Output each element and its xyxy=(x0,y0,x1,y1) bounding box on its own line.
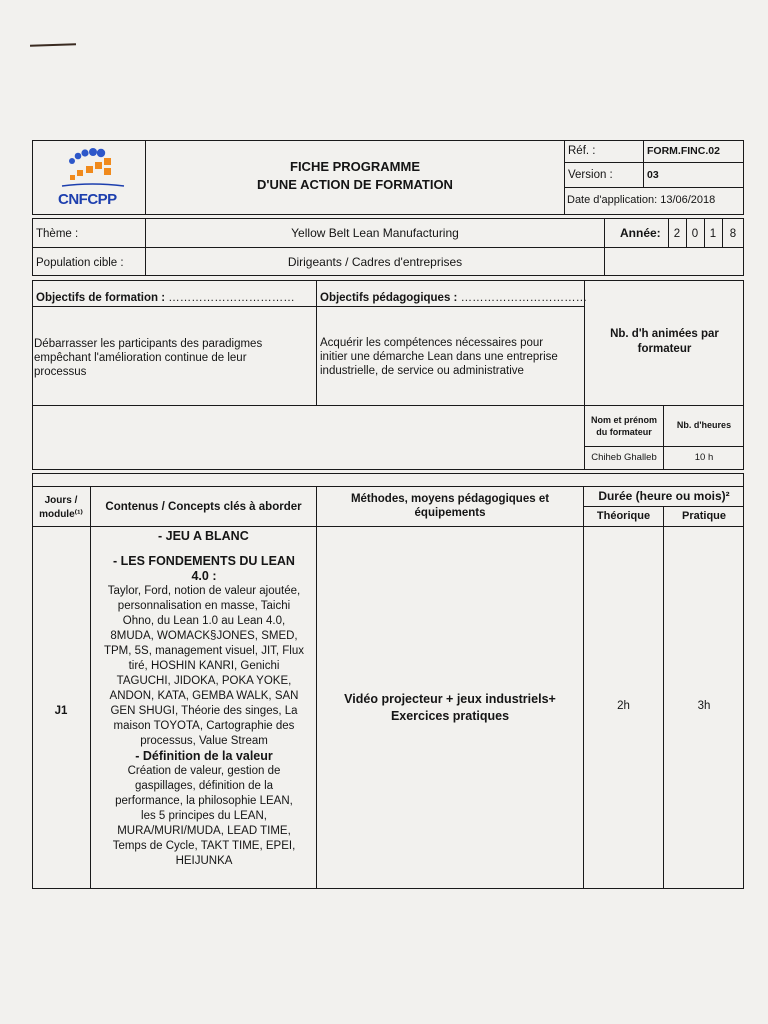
row-pratique: 3h xyxy=(697,700,711,712)
content-heading: - LES FONDEMENTS DU LEAN xyxy=(113,554,295,568)
ref-value: FORM.FINC.02 xyxy=(647,145,720,157)
formateur-name: Chiheb Ghalleb xyxy=(591,452,657,463)
annee-label: Année: xyxy=(620,226,661,240)
cnfcpp-logo xyxy=(52,144,132,212)
objectifs-pedagogiques-label: Objectifs pédagogiques : …………………………… xyxy=(320,292,588,304)
nb-heures-label: Nb. d'heures xyxy=(676,420,732,430)
theme-value: Yellow Belt Lean Manufacturing xyxy=(291,226,459,240)
col-pratique-header: Pratique xyxy=(681,510,726,522)
col-theorique-header: Théorique xyxy=(596,510,651,522)
population-value: Dirigeants / Cadres d'entreprises xyxy=(287,255,463,269)
col-jours-header: Jours / module⁽¹⁾ xyxy=(39,495,83,520)
theme-label: Thème : xyxy=(36,228,79,240)
org-name: CNFCPP xyxy=(58,191,117,208)
formateur-hours: 10 h xyxy=(694,452,714,463)
content-heading: - Définition de la valeur xyxy=(135,749,273,763)
col-duree-header: Durée (heure ou mois)² xyxy=(598,489,730,503)
annee-digit: 8 xyxy=(729,228,737,240)
annee-digit: 2 xyxy=(673,228,681,240)
row-content: - JEU A BLANC - LES FONDEMENTS DU LEAN 4.0 : Taylor, Ford, notion de valeur ajoutée, personnalisation en masse, Taichi Ohno, du Lean 1.0 au Lean 4.0, 8MUDA, WOMACK§JONES, SMED, TPM, 5S, management visuel, JIT, Flux tiré, HOSHIN KANRI, Genichi TAGUCHI, JIDOKA, POKA YOKE, ANDON, KATA, GEMBA WALK, SAN GEN SHUGI, Théorie des singes, La maison TOYOTA, Cartographie des processus, Value Stream - Définition de la valeur Création de valeur, gestion de gaspillages, définition de la performance, la philosophie LEAN, les 5 principes du LEAN, MURA/MURI/MUDA, LEAD TIME, Temps de Cycle, TAKT TIME, EPEI, HEIJUNKA xyxy=(92,529,316,869)
objectifs-formation-text: Débarrasser les participants des paradigmes empêchant l'amélioration continue de leur processus xyxy=(34,338,263,378)
nb-heures-animees-label: Nb. d'h animées par formateur xyxy=(610,328,719,355)
row-theorique: 2h xyxy=(617,700,630,712)
content-heading: - JEU A BLANC xyxy=(158,529,249,543)
formateur-name-label: Nom et prénom du formateur xyxy=(590,415,657,437)
version-label: Version : xyxy=(568,169,613,181)
date-application: Date d'application: 13/06/2018 xyxy=(567,194,716,206)
row-methods: Vidéo projecteur + jeux industriels+ Exercices pratiques xyxy=(344,692,556,723)
content-heading: 4.0 : xyxy=(191,569,217,583)
col-contenus-header: Contenus / Concepts clés à aborder xyxy=(105,501,302,513)
version-value: 03 xyxy=(647,169,659,181)
objectifs-pedagogiques-text: Acquérir les compétences nécessaires pour initier une démarche Lean dans une entreprise industrielle, de service ou administrative xyxy=(320,337,558,377)
page-title-line2: D'UNE ACTION DE FORMATION xyxy=(257,177,453,192)
pen-mark xyxy=(30,43,76,47)
page-title-line1: FICHE PROGRAMME xyxy=(290,159,420,174)
population-label: Population cible : xyxy=(36,257,124,269)
ref-label: Réf. : xyxy=(568,145,596,157)
col-methodes-header: Méthodes, moyens pédagogiques et équipements xyxy=(350,493,550,519)
annee-digit: 1 xyxy=(709,228,717,240)
row-day: J1 xyxy=(54,705,68,717)
annee-digit: 0 xyxy=(691,228,699,240)
objectifs-formation-label: Objectifs de formation : …………………………… xyxy=(36,292,295,304)
